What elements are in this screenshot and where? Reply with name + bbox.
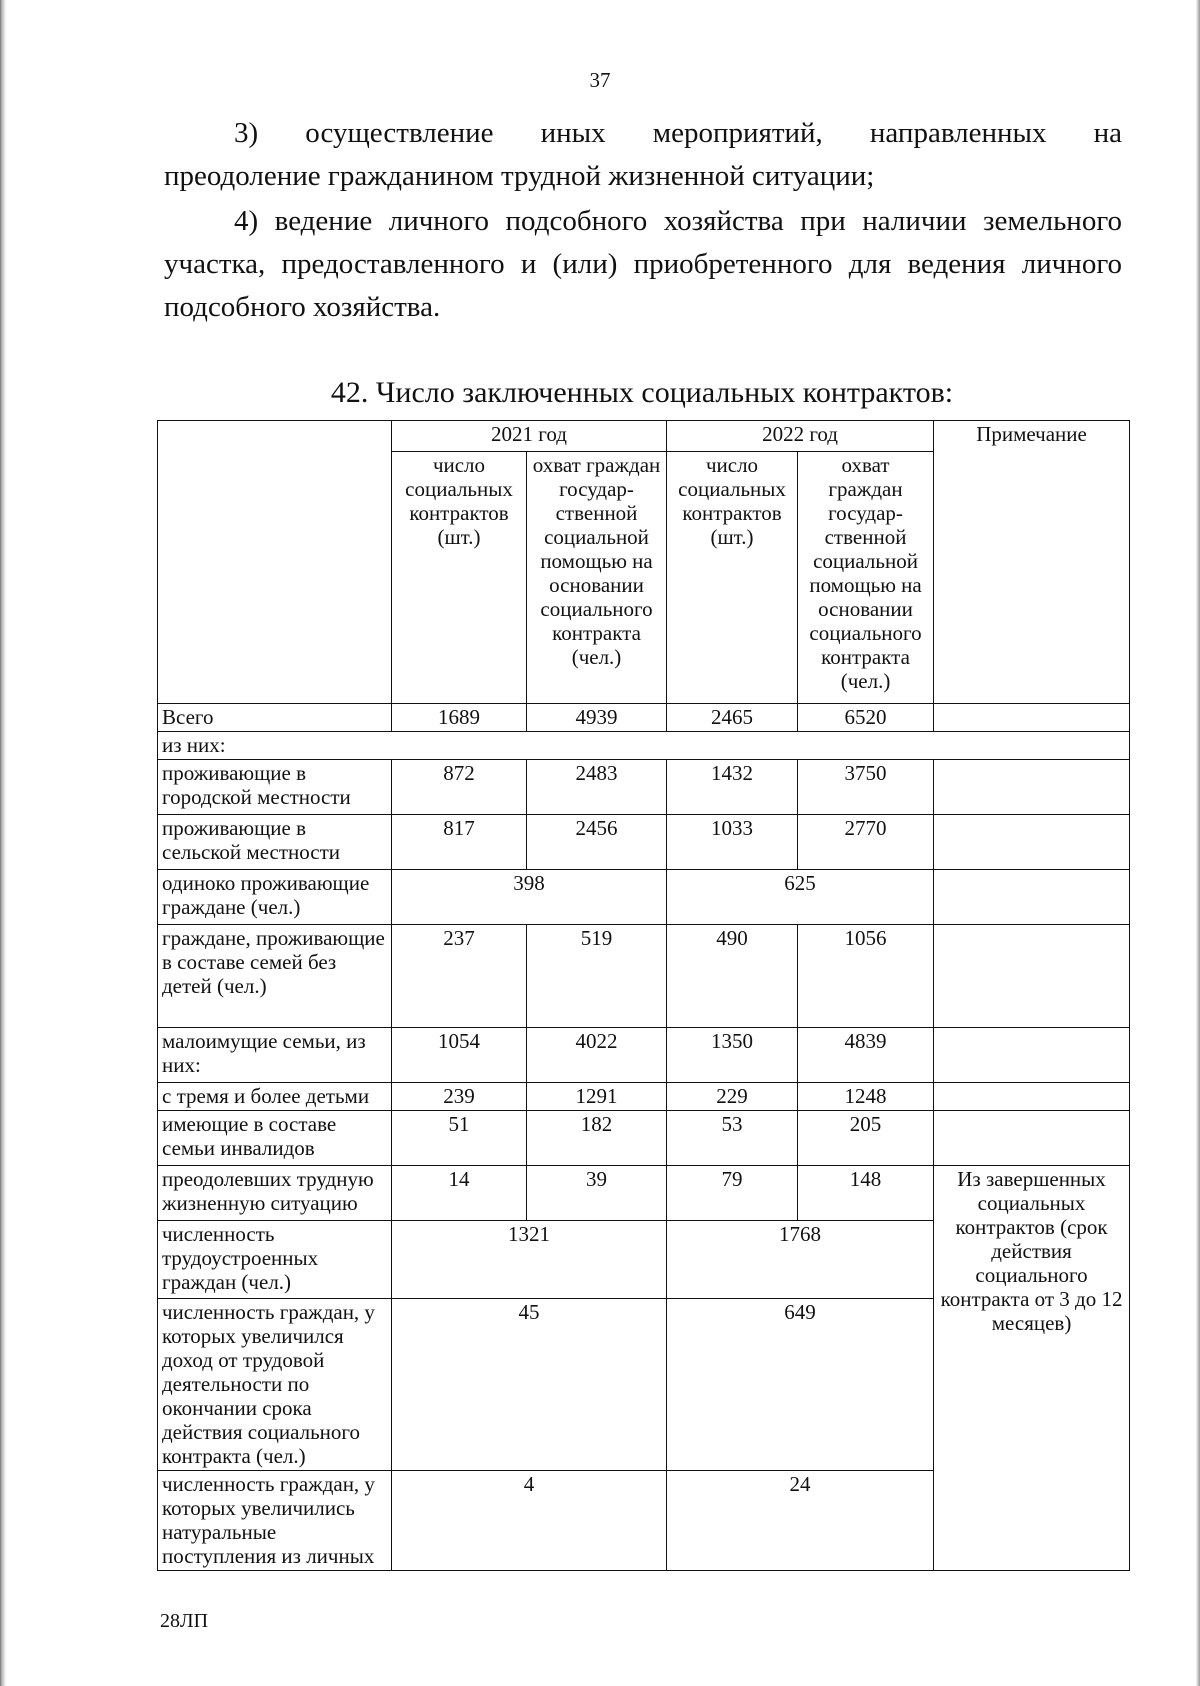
cell-value: 182 [527, 1111, 667, 1166]
cell-value: 2483 [527, 760, 667, 815]
row-label: из них: [158, 732, 1130, 760]
row-label: проживающие в сельской местности [158, 815, 392, 870]
cell-value: 1350 [667, 1028, 798, 1083]
table-row [158, 1028, 1130, 1083]
row-label: с тремя и более детьми [158, 1083, 392, 1111]
row-label: численность граждан, у которых увеличились натуральные поступления из личных [158, 1471, 392, 1571]
cell-value-merged-2021: 45 [392, 1299, 667, 1471]
cell-value-merged-2022: 1768 [667, 1221, 934, 1299]
table-row [158, 704, 1130, 732]
cell-value-merged-2022: 24 [667, 1471, 934, 1571]
row-label: Всего [158, 704, 392, 732]
table-row [158, 815, 1130, 870]
cell-value: 39 [527, 1166, 667, 1221]
cell-value: 1054 [392, 1028, 527, 1083]
cell-value: 2456 [527, 815, 667, 870]
cell-value: 1248 [798, 1083, 934, 1111]
table-row [158, 870, 1130, 925]
cell-value: 4939 [527, 704, 667, 732]
cell-value: 3750 [798, 760, 934, 815]
cell-value: 229 [667, 1083, 798, 1111]
cell-value: 205 [798, 1111, 934, 1166]
paragraph-item-4 [164, 200, 1122, 329]
cell-value: 4839 [798, 1028, 934, 1083]
row-label: одиноко проживающие граждане (чел.) [158, 870, 392, 925]
cell-value: 51 [392, 1111, 527, 1166]
row-label: имеющие в составе семьи инвалидов [158, 1111, 392, 1166]
note-cell [934, 925, 1130, 1028]
note-cell [934, 760, 1130, 815]
header-year-2022: 2022 год [667, 421, 934, 452]
paragraph-line: участка, предоставленного и (или) приобретенного для ведения личного [164, 248, 1122, 280]
table-row [158, 732, 1130, 760]
note-cell [934, 870, 1130, 925]
cell-value: 2465 [667, 704, 798, 732]
paragraph-item-3 [164, 112, 1122, 198]
row-label: граждане, проживающие в составе семей без детей (чел.) [158, 925, 392, 1028]
social-contracts-table [157, 420, 1130, 1571]
paragraph-line: преодоление гражданином трудной жизненной ситуации; [164, 160, 875, 192]
table-row [158, 1166, 1130, 1221]
scan-edge-right [1196, 0, 1200, 1686]
cell-value: 79 [667, 1166, 798, 1221]
cell-value: 519 [527, 925, 667, 1028]
note-cell [934, 1083, 1130, 1111]
row-label: малоимущие семьи, из них: [158, 1028, 392, 1083]
table-row [158, 925, 1130, 1028]
cell-value: 2770 [798, 815, 934, 870]
note-cell [934, 1028, 1130, 1083]
cell-value-merged-2022: 649 [667, 1299, 934, 1471]
document-code: 28ЛП [160, 1610, 209, 1632]
scan-edge-left [0, 0, 6, 1686]
cell-value: 872 [392, 760, 527, 815]
cell-value: 14 [392, 1166, 527, 1221]
header-coverage-2022: охват граждан государ-ственной социальной помощью на основании социального контракта (чел.) [798, 452, 934, 704]
cell-value-merged-2021: 1321 [392, 1221, 667, 1299]
cell-value: 1689 [392, 704, 527, 732]
row-label: преодолевших трудную жизненную ситуацию [158, 1166, 392, 1221]
cell-value: 1291 [527, 1083, 667, 1111]
paragraph-line: 4) ведение личного подсобного хозяйства при наличии земельного [234, 205, 1122, 237]
row-label: численность граждан, у которых увеличился доход от трудовой деятельности по окончании срока действия социального контракта (чел.) [158, 1299, 392, 1471]
table-title: 42. Число заключенных социальных контрактов: [330, 376, 954, 409]
header-year-2021: 2021 год [392, 421, 667, 452]
cell-value: 53 [667, 1111, 798, 1166]
cell-value-merged-2021: 398 [392, 870, 667, 925]
row-label: проживающие в городской местности [158, 760, 392, 815]
cell-value: 1432 [667, 760, 798, 815]
header-coverage-2021: охват граждан государ-ственной социальной помощью на основании социального контракта (чел.) [527, 452, 667, 704]
cell-value: 237 [392, 925, 527, 1028]
table-row [158, 760, 1130, 815]
header-note: Примечание [934, 421, 1130, 704]
row-label: численность трудоустроенных граждан (чел.) [158, 1221, 392, 1299]
header-contracts-2022: число социальных контрактов (шт.) [667, 452, 798, 704]
note-completed-contracts: Из завершенных социальных контрактов (срок действия социального контракта от 3 до 12 месяцев) [934, 1166, 1130, 1571]
table-row [158, 1083, 1130, 1111]
header-empty-cell [158, 421, 392, 704]
cell-value-merged-2022: 625 [667, 870, 934, 925]
table-row [158, 1111, 1130, 1166]
note-cell [934, 815, 1130, 870]
cell-value: 4022 [527, 1028, 667, 1083]
note-cell [934, 1111, 1130, 1166]
cell-value: 239 [392, 1083, 527, 1111]
paragraph-line: 3) осуществление иных мероприятий, направленных на [234, 117, 1122, 149]
cell-value-merged-2021: 4 [392, 1471, 667, 1571]
cell-value: 1033 [667, 815, 798, 870]
cell-value: 148 [798, 1166, 934, 1221]
cell-value: 490 [667, 925, 798, 1028]
cell-value: 1056 [798, 925, 934, 1028]
header-contracts-2021: число социальных контрактов (шт.) [392, 452, 527, 704]
cell-value: 817 [392, 815, 527, 870]
note-cell [934, 704, 1130, 732]
cell-value: 6520 [798, 704, 934, 732]
paragraph-line: подсобного хозяйства. [164, 291, 441, 323]
page-number: 37 [589, 68, 611, 92]
